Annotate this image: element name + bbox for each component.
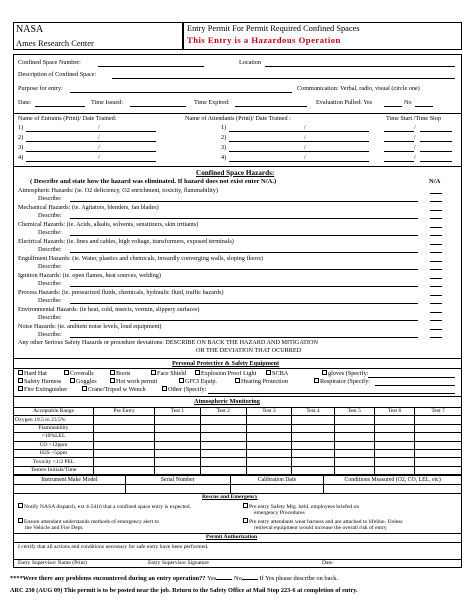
monitoring-cell[interactable] [94,466,155,474]
monitoring-cell[interactable] [246,416,292,424]
monitoring-cell[interactable] [94,441,155,449]
hazard-category: Mechanical Hazards: (ie. Agitators, blenders, fan blades) [18,204,159,211]
ppe-checkbox[interactable] [110,370,115,375]
rescue-line-3a: the Vehicle and Fire Dept. [25,525,84,531]
hazard-na-field[interactable] [430,227,442,228]
monitoring-row [14,458,462,466]
monitoring-cell[interactable] [246,441,292,449]
monitoring-cell[interactable] [334,433,374,441]
supervisor-name-label: Entry Supervisor Name (Print) [18,560,87,566]
authorization-title-rule [13,542,462,543]
monitoring-row-label: Toxicity <1/2 PEL [14,458,94,466]
attendant-number: 2) [221,134,227,141]
hazard-na-field[interactable] [430,320,442,321]
hazard-describe-field[interactable] [70,201,418,202]
monitoring-cell[interactable] [94,449,155,457]
monitoring-column-header: Test 4 [292,408,334,416]
ppe-checkbox[interactable] [70,378,75,383]
instrument-table [13,475,462,494]
problems-yes: Yes [207,575,217,582]
monitoring-cell[interactable] [374,424,414,432]
time-start-field[interactable] [384,131,414,132]
ppe-item [70,379,97,385]
monitoring-table [13,407,462,475]
entrant-slash: / [98,144,100,151]
purpose-label: Purpose for entry: [18,85,63,92]
purpose-field[interactable] [70,92,292,93]
monitoring-cell[interactable] [292,458,334,466]
hazard-describe-label: Describe: [38,279,62,287]
hazard-category: Engulfment Hazards: (ie. Water, plastics and chemicals, inwardly converging walls, sloping floors) [18,255,263,262]
evaluation-no-label: No [404,99,412,106]
ppe-checkbox[interactable] [235,378,240,383]
hazard-na-field[interactable] [430,244,442,245]
safety-meeting-checkbox[interactable] [243,503,248,508]
monitoring-row [14,441,462,449]
ppe-item-label: Safety Harness [24,378,62,385]
monitoring-cell[interactable] [200,441,246,449]
ppe-item [179,379,217,385]
hazard-na-field[interactable] [430,269,442,270]
time-slash: / [414,134,416,141]
monitoring-column-header: Test 7 [415,408,462,416]
attendant-slash: / [304,144,306,151]
monitoring-cell[interactable] [155,441,201,449]
attendant-slash: / [304,154,306,161]
permit-title: Entry Permit For Permit Required Confined Spaces [187,24,360,33]
ppe-item-label: Hearing Protection [241,378,288,385]
problems-no: No [234,575,242,582]
monitoring-cell[interactable] [374,433,414,441]
monitoring-cell[interactable] [155,424,201,432]
ppe-checkbox[interactable] [162,386,167,391]
monitoring-row-label: CO <12ppm [14,441,94,449]
time-start-field[interactable] [384,161,414,162]
location-label: Location [239,59,261,66]
monitoring-cell[interactable] [415,441,462,449]
form-id-footer: ARC 230 (AUG 09) This permit is to be posted near the job. Return to the Safety Office at Mail Stop 223-6 at completion of entry. [10,587,358,594]
monitoring-row [14,416,462,424]
location-field[interactable] [265,66,455,67]
monitoring-cell[interactable] [200,449,246,457]
monitoring-column-header: Test 6 [374,408,414,416]
monitoring-cell[interactable] [292,466,334,474]
ppe-item [266,371,288,377]
problems-no-field[interactable] [242,579,258,580]
monitoring-cell[interactable] [155,449,201,457]
entrant-number: 3) [18,144,24,151]
ppe-item [18,379,61,385]
na-column-label: N/A [429,178,441,185]
monitoring-cell[interactable] [292,416,334,424]
authorization-date-label: Date [322,560,333,566]
ppe-specify-field[interactable] [208,393,455,394]
monitoring-row [14,433,462,441]
time-start-field[interactable] [384,141,414,142]
ppe-checkbox[interactable] [82,386,87,391]
hazard-describe-field[interactable] [70,235,418,236]
space-number-field[interactable] [98,66,204,67]
entrant-slash: / [98,154,100,161]
ppe-item-label: Goggles [76,378,97,385]
time-slash: / [414,154,416,161]
ppe-item-label: Hard Hat [24,370,47,377]
ppe-item [235,379,288,385]
ppe-item [64,371,94,377]
other-hazards-label: Any other Serious Safety Hazards or procedure deviations: DESCRIBE ON BACK THE HAZARD AND MITIGATION [18,339,318,346]
ppe-checkbox[interactable] [314,378,319,383]
monitoring-cell[interactable] [374,449,414,457]
time-header: Time Start /Time Stop [386,115,442,122]
time-start-field[interactable] [384,151,414,152]
ppe-specify-field[interactable] [368,377,455,378]
ppe-checkbox[interactable] [110,378,115,383]
monitoring-row [14,466,462,474]
monitoring-cell[interactable] [246,424,292,432]
ppe-item-label: Face Shield [157,370,187,377]
hazard-describe-label: Describe: [38,194,62,202]
time-stop-field[interactable] [420,131,452,132]
ppe-checkbox[interactable] [179,378,184,383]
problems-if-yes: If Yes please describe on back. [259,575,339,582]
monitoring-column-header: Pre Entry [94,408,155,416]
monitoring-cell[interactable] [200,466,246,474]
monitoring-title: Atmospheric Monitoring [194,398,260,405]
monitoring-header-row [14,408,462,416]
hazard-describe-field[interactable] [70,286,418,287]
ppe-item-label: SCBA [272,370,289,377]
instrument-column-header: Calibration Date [230,476,324,485]
ppe-item [110,371,130,377]
monitoring-cell[interactable] [155,458,201,466]
personnel-top-rule [13,113,462,114]
ppe-checkbox[interactable] [266,370,271,375]
ppe-item-label: Respirator (Specify: [320,378,371,385]
hazard-category: Ignition Hazards: (ie. open flames, heat sources, welding) [18,272,161,279]
ppe-item-label: Crane/Tripod w Wench [88,386,146,393]
space-number-label: Confined Space Number: [18,59,81,66]
time-issued-field[interactable] [130,106,186,107]
rescue-line-3b: retrieval equipment would increase the overall risk of entry [254,525,387,531]
monitoring-row-label: Flammability [14,424,94,432]
attendant-number: 3) [221,144,227,151]
ppe-item [82,387,146,393]
hazard-na-field[interactable] [430,278,442,279]
hazard-na-field[interactable] [430,235,442,236]
monitoring-cell[interactable] [415,466,462,474]
hazard-describe-field[interactable] [70,337,418,338]
time-stop-field[interactable] [420,141,452,142]
attendant-number: 4) [221,154,227,161]
time-stop-field[interactable] [420,161,452,162]
hazards-title: Confined Space Hazards: [196,169,275,177]
monitoring-cell[interactable] [155,466,201,474]
hazard-category: Environmental Hazards: (ie heat, cold, insects, vermin, slippery surfaces) [18,306,200,313]
monitoring-row-label: H2S <5ppm [14,449,94,457]
monitoring-cell[interactable] [334,416,374,424]
hazard-describe-label: Describe: [38,211,62,219]
attendant-slash: / [304,134,306,141]
monitoring-cell[interactable] [415,449,462,457]
rescue-line-1c: emergency Procedures [254,510,305,516]
ppe-checkbox[interactable] [18,378,23,383]
attendant-alert-text: Ensure attendant understands methods of emergency alert to [24,518,159,525]
ppe-item [162,387,206,393]
other-hazards-label-2: OR THE DEVIATION THAT OCURRED [196,347,302,354]
hazard-category: Atmospheric Hazards: (ie. O2 deficiency, O2 enrichment, toxicity, flammability) [18,187,218,194]
monitoring-cell[interactable] [374,416,414,424]
monitoring-cell[interactable] [94,416,155,424]
hazard-na-field[interactable] [430,329,442,330]
lifeline-text: Pre entry attendants wear harness and are attached to lifeline. Unless [249,518,403,525]
monitoring-cell[interactable] [94,433,155,441]
hazard-describe-field[interactable] [70,218,418,219]
monitoring-cell[interactable] [415,416,462,424]
hazard-describe-field[interactable] [70,269,418,270]
certify-text: I certify that all actions and conditions necessary for safe entry have been performed. [18,544,209,550]
hazard-na-field[interactable] [430,201,442,202]
hazard-na-field[interactable] [430,312,442,313]
monitoring-row [14,424,462,432]
monitoring-column-header: Acceptable Range [14,408,94,416]
hazard-na-field[interactable] [430,193,442,194]
hazard-category: Process Hazards: (ie. pressurized fluids, chemicals, hydraulic fluid, traffic hazards) [18,289,224,296]
supervisor-signature-label: Entry Supervisor Signature [148,560,209,566]
monitoring-cell[interactable] [94,424,155,432]
communication-label: Communication: Verbal, radio, visual (circle one) [297,85,420,92]
monitoring-cell[interactable] [415,424,462,432]
time-expired-label: Time Expired: [194,99,230,106]
hazard-na-field[interactable] [430,303,442,304]
hazard-describe-label: Describe: [38,262,62,270]
monitoring-column-header: Test 3 [246,408,292,416]
ppe-item-label: Hot work permit [116,378,158,385]
ppe-checkbox[interactable] [151,370,156,375]
hazard-describe-field[interactable] [70,320,418,321]
ppe-item [314,379,370,385]
monitoring-cell[interactable] [200,424,246,432]
monitoring-column-header: Test 2 [200,408,246,416]
ppe-item-label: Boots [116,370,131,377]
problems-question [10,576,338,582]
hazard-na-field[interactable] [430,337,442,338]
monitoring-cell[interactable] [334,449,374,457]
hazard-na-field[interactable] [430,261,442,262]
hazard-na-field[interactable] [430,218,442,219]
evaluation-pulled-label: Evaluation Pulled: Yes [316,99,373,106]
monitoring-cell[interactable] [246,449,292,457]
description-field[interactable] [112,78,455,79]
attendant-slash: / [304,124,306,131]
entrant-field[interactable] [26,151,156,152]
monitoring-cell[interactable] [415,458,462,466]
ppe-item-label: gloves (Specify: [328,370,369,377]
monitoring-column-header: Test 1 [155,408,201,416]
hazards-top-rule [13,166,462,167]
ppe-title-rule [13,368,462,369]
lifeline-checkbox[interactable] [243,518,248,523]
entrant-field[interactable] [26,131,156,132]
monitoring-cell[interactable] [200,433,246,441]
center-name: Ames Research Center [16,38,94,48]
hazard-na-field[interactable] [430,295,442,296]
ppe-checkbox[interactable] [18,386,23,391]
notify-dispatch-text: Notify NASA dispatch, ext 4-5416 that a confined space entry is expected. [24,503,191,510]
attendant-field[interactable] [229,131,369,132]
monitoring-cell[interactable] [94,458,155,466]
monitoring-cell[interactable] [246,466,292,474]
hazard-na-field[interactable] [430,252,442,253]
monitoring-cell[interactable] [374,466,414,474]
instrument-column-header: Instrument Make Model [14,476,126,485]
monitoring-cell[interactable] [246,458,292,466]
monitoring-column-header: Test 5 [334,408,374,416]
evaluation-no-field[interactable] [415,106,433,107]
ppe-checkbox[interactable] [18,370,23,375]
ppe-item-label: Fire Extinguisher [24,386,68,393]
time-stop-field[interactable] [420,151,452,152]
problems-yes-field[interactable] [216,579,232,580]
monitoring-cell[interactable] [292,424,334,432]
hazards-instruction: ( Describe and state how the hazard was eliminated. If hazard does not exist enter N/A.) [30,178,277,185]
monitoring-cell[interactable] [292,433,334,441]
attendant-field[interactable] [229,161,369,162]
time-expired-field[interactable] [235,106,307,107]
hazard-describe-label: Describe: [38,245,62,253]
hazard-describe-field[interactable] [70,252,418,253]
monitoring-cell[interactable] [374,441,414,449]
evaluation-yes-field[interactable] [384,106,402,107]
monitoring-top-rule [13,396,462,397]
monitoring-row-label: Testers Initials/Time [14,466,94,474]
attendant-field[interactable] [229,151,369,152]
ppe-specify-field[interactable] [375,385,455,386]
ppe-checkbox[interactable] [195,370,200,375]
date-field[interactable] [35,106,85,107]
monitoring-row-label: Oxygen 19.5 to 23.5% [14,416,94,424]
rescue-line-1a [18,504,191,510]
hazard-describe-label: Describe: [38,330,62,338]
entrant-slash: / [98,134,100,141]
notify-dispatch-checkbox[interactable] [18,503,23,508]
ppe-item [195,371,256,377]
ppe-top-rule [13,358,462,359]
entrant-field[interactable] [26,161,156,162]
description-label: Description of Confined Space: [18,71,97,78]
entrant-slash: / [98,124,100,131]
hazard-describe-field[interactable] [70,303,418,304]
hazard-describe-label: Describe: [38,313,62,321]
monitoring-cell[interactable] [334,424,374,432]
ppe-item-label: Explosion Proof Light [201,370,257,377]
monitoring-cell[interactable] [200,416,246,424]
monitoring-cell[interactable] [334,458,374,466]
hazard-na-field[interactable] [430,210,442,211]
entrant-number: 4) [18,154,24,161]
hazard-notice: This Entry is a Hazardous Operation [187,35,341,45]
hazard-describe-label: Describe: [38,228,62,236]
ppe-item-label: Other (Specify: [168,386,207,393]
monitoring-cell[interactable] [415,433,462,441]
time-slash: / [414,144,416,151]
attendant-field[interactable] [229,141,369,142]
safety-meeting-text: Pre entry Safety Mtg. held, employees briefed on [249,503,360,510]
monitoring-cell[interactable] [374,458,414,466]
monitoring-cell[interactable] [292,441,334,449]
entrant-number: 2) [18,134,24,141]
hazard-na-field[interactable] [430,286,442,287]
entrant-number: 1) [18,124,24,131]
monitoring-cell[interactable] [334,441,374,449]
ppe-item [18,371,47,377]
entrant-field[interactable] [26,141,156,142]
ppe-item [151,371,186,377]
date-label: Date: [18,99,32,106]
monitoring-row [14,449,462,457]
instrument-column-header: Conditions Measured (O2, CO, LEL, etc) [324,476,462,485]
instrument-header-row [14,476,462,485]
monitoring-cell[interactable] [155,433,201,441]
instrument-column-header: Serial Number [125,476,230,485]
monitoring-cell[interactable] [292,449,334,457]
monitoring-cell[interactable] [200,458,246,466]
monitoring-cell[interactable] [334,466,374,474]
ppe-title: Personal Protective & Safety Equipment [172,360,280,367]
ppe-item-label: Coveralls [70,370,94,377]
rescue-title: Rescue and Emergency [202,494,258,500]
ppe-item [110,379,157,385]
time-issued-label: Time Issued: [91,99,123,106]
hazard-category: Electrical Hazards: (ie. lines and cables, high voltage, transformers, exposed terminals) [18,238,234,245]
hazard-category: Noise Hazards: (ie. ambient noise levels, loud equipment) [18,323,162,330]
attendant-number: 1) [221,124,227,131]
monitoring-cell[interactable] [155,416,201,424]
authorization-title: Permit Authorization [206,534,258,540]
problems-text: ****Were there any problems encountered during an entry operation?? [10,575,206,582]
ppe-item [322,371,368,377]
monitoring-row-label: <10%LEL [14,433,94,441]
attendant-alert-checkbox[interactable] [18,518,23,523]
ppe-checkbox[interactable] [64,370,69,375]
hazard-category: Chemical Hazards: (ie. Acids, alkalis, solvents, sensitizers, skin irritants) [18,221,199,228]
ppe-item [18,387,67,393]
monitoring-cell[interactable] [246,433,292,441]
entrants-header: Name of Entrants (Print)/ Date Trained: [18,115,117,122]
ppe-checkbox[interactable] [322,370,327,375]
ppe-item-label: GFCI Equip. [185,378,217,385]
time-slash: / [414,124,416,131]
org-name: NASA [16,24,44,35]
attendants-header: Name of Attendants (Print)/ Date Trained : [185,115,291,122]
hazard-describe-label: Describe: [38,296,62,304]
